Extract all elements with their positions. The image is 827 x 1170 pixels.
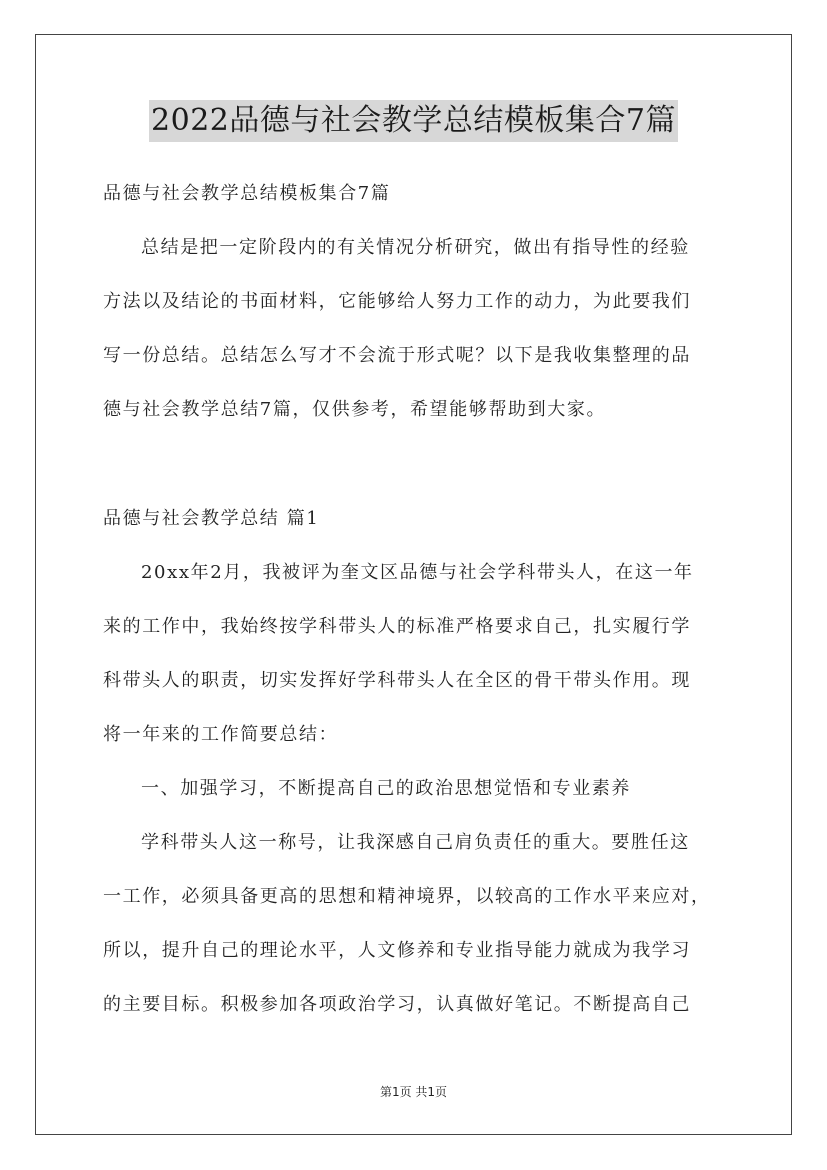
document-title	[0, 100, 827, 142]
intro-line: 总结是把一定阶段内的有关情况分析研究，做出有指导性的经验	[141, 237, 690, 258]
subsection-heading: 一、加强学习，不断提高自己的政治思想觉悟和专业素养	[141, 778, 631, 799]
intro-line: 德与社会教学总结7篇，仅供参考，希望能够帮助到大家。	[103, 399, 607, 420]
body-line: 的主要目标。积极参加各项政治学习，认真做好笔记。不断提高自己	[103, 994, 691, 1015]
section-heading: 品德与社会教学总结 篇1	[103, 508, 320, 529]
body-line: 科带头人的职责，切实发挥好学科带头人在全区的骨干带头作用。现	[103, 670, 691, 691]
intro-line: 方法以及结论的书面材料，它能够给人努力工作的动力，为此要我们	[103, 291, 691, 312]
body-line: 一工作，必须具备更高的思想和精神境界，以较高的工作水平来应对，	[103, 886, 711, 907]
body-line: 来的工作中，我始终按学科带头人的标准严格要求自己，扎实履行学	[103, 616, 691, 637]
document-title-text: 2022品德与社会教学总结模板集合7篇	[149, 100, 678, 142]
body-line: 将一年来的工作简要总结：	[103, 724, 339, 745]
body-line: 学科带头人这一称号，让我深感自己肩负责任的重大。要胜任这	[141, 832, 690, 853]
body-line: 20xx年2月，我被评为奎文区品德与社会学科带头人，在这一年	[141, 562, 694, 583]
document-subtitle: 品德与社会教学总结模板集合7篇	[103, 183, 391, 204]
body-line: 所以，提升自己的理论水平，人文修养和专业指导能力就成为我学习	[103, 940, 691, 961]
page-footer: 第1页 共1页	[379, 1085, 448, 1099]
intro-line: 写一份总结。总结怎么写才不会流于形式呢？以下是我收集整理的品	[103, 345, 691, 366]
